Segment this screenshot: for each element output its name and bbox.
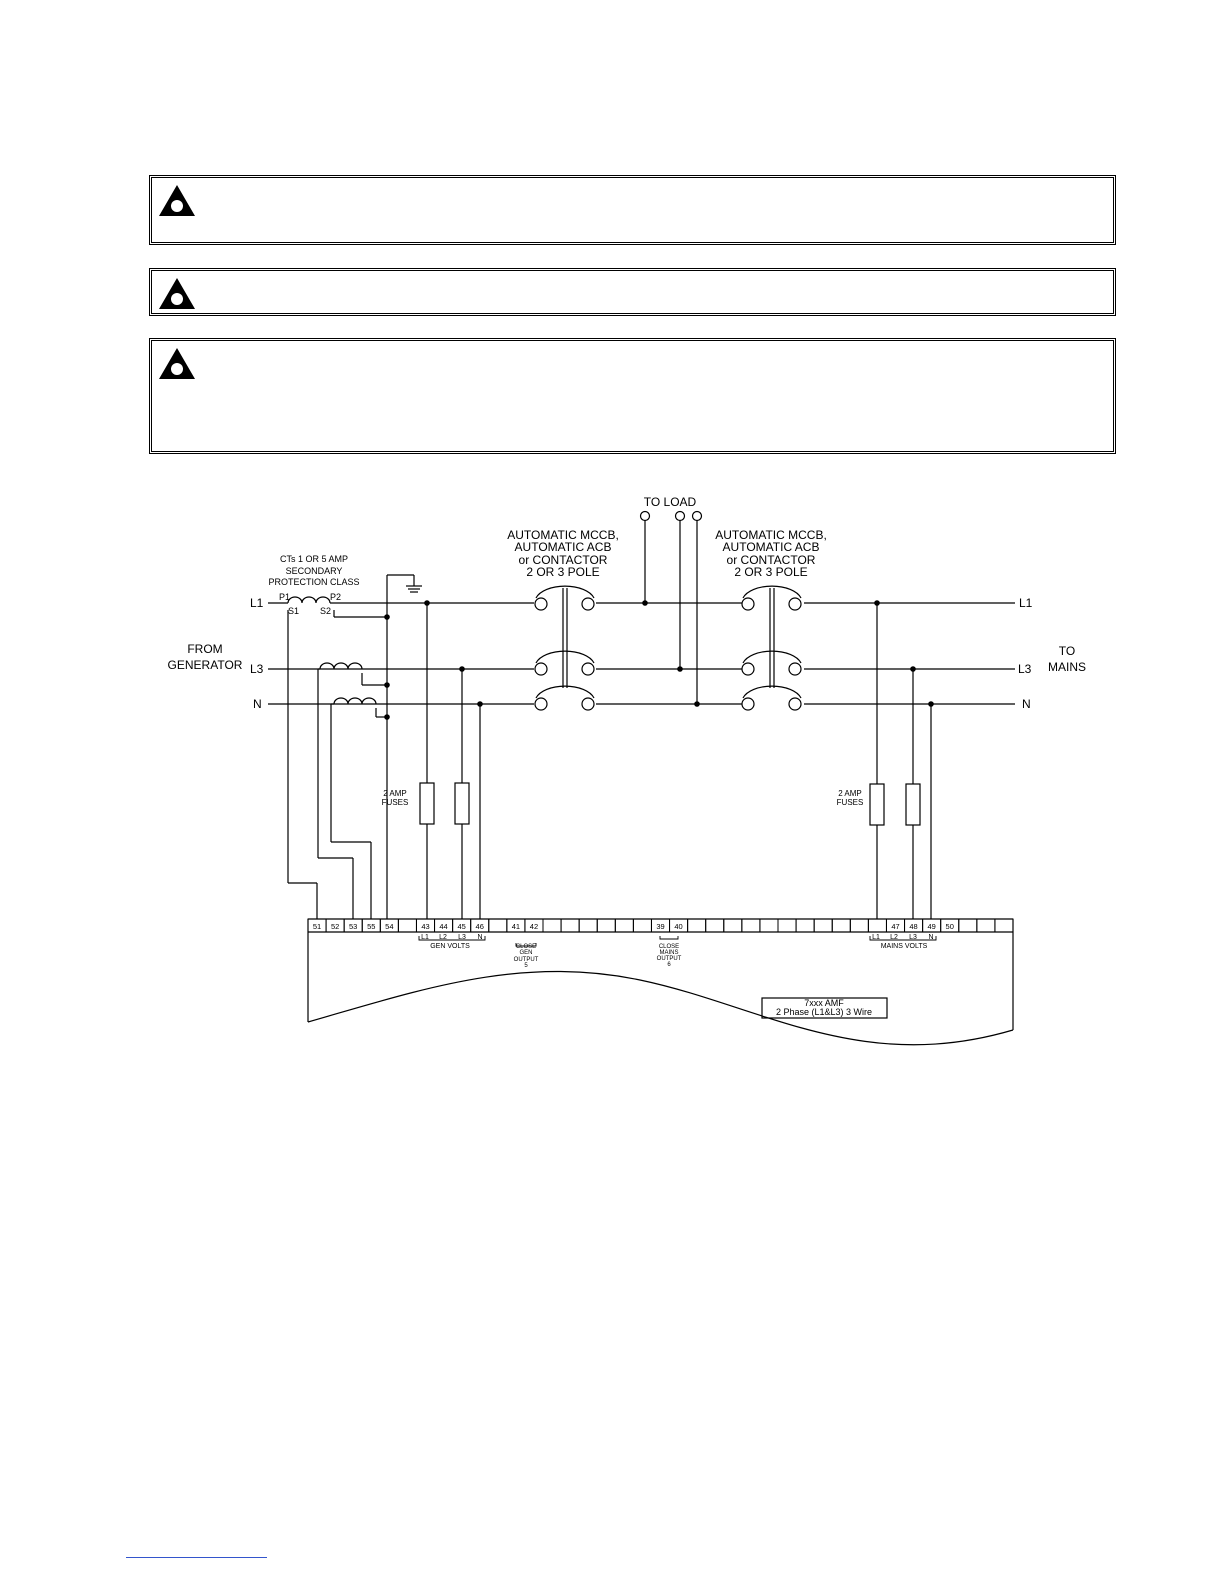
module-label-line1: 7xxx AMF [804,998,844,1008]
gen-volts-l1: L1 [421,934,429,941]
terminal-number: 43 [421,922,430,931]
breaker-left [535,586,594,710]
terminal-cell [706,919,724,932]
fuse-labels [382,789,864,807]
ct-terminal-s2: S2 [320,606,332,616]
terminal-cell [688,919,706,932]
output5-line3: OUTPUT [513,957,539,963]
phase-right-l1: L1 [1019,596,1033,610]
breaker-right [742,586,801,710]
breaker-left-line1: AUTOMATIC MCCB, [507,528,619,542]
breaker-right-line4: 2 OR 3 POLE [734,565,808,579]
output6-line3: OUTPUT [656,956,682,962]
terminal-number: 50 [945,922,954,931]
gen-volts-l2: L2 [439,934,447,941]
breaker-left-line4: 2 OR 3 POLE [526,565,600,579]
fuses-left-line2: FUSES [381,798,409,807]
terminal-cell [724,919,742,932]
terminal-cell [977,919,995,932]
fuses-left-line1: 2 AMP [383,789,407,798]
terminal-cell [850,919,868,932]
terminal-number: 55 [367,922,376,931]
output5-line1: CLOSE [515,944,537,950]
ct-terminal-s1: S1 [288,606,300,616]
terminal-cell [995,919,1013,932]
phase-left-l3: L3 [250,662,264,676]
from-generator-line1: FROM [187,642,223,656]
mains-volts-l1: L1 [872,934,880,941]
terminal-number: 48 [909,922,918,931]
wiring-lines [268,521,1015,919]
gen-volts-l3: L3 [458,934,466,941]
terminal-cell [832,919,850,932]
terminal-number: 51 [312,922,322,931]
terminal-cell [760,919,778,932]
terminal-number: 52 [330,922,340,931]
terminal-number: 46 [475,922,484,931]
mains-volts-l3: L3 [909,934,917,941]
phase-right-n: N [1022,697,1031,711]
fuses-right-line1: 2 AMP [838,789,862,798]
terminal-cell [561,919,579,932]
terminal-cell [398,919,416,932]
breaker-right-line1: AUTOMATIC MCCB, [715,528,827,542]
output6-line2: MAINS [659,950,679,956]
terminal-cell [597,919,615,932]
ct-terminal-p2: P2 [330,592,342,602]
terminal-cell [778,919,796,932]
terminal-number: 49 [927,922,936,931]
ct-label-line3: PROTECTION CLASS [268,577,360,587]
terminal-cell [543,919,561,932]
load-terminals [641,512,702,521]
breaker-right-line3: or CONTACTOR [726,553,816,567]
gen-volts-n: N [477,934,483,941]
terminal-number: 40 [674,922,683,931]
gen-volts-label: GEN VOLTS [430,943,470,950]
terminal-number: 44 [439,922,448,931]
fuses-right-line2: FUSES [836,798,864,807]
output5-line2: GEN [519,950,533,956]
breaker-left-line3: or CONTACTOR [518,553,608,567]
terminal-cell [959,919,977,932]
breaker-labels [507,528,827,579]
ct-terminal-p1: P1 [279,592,291,602]
phase-right-l3: L3 [1018,662,1032,676]
terminal-number: 45 [457,922,466,931]
output6-line1: CLOSE [658,944,680,950]
to-mains-line2: MAINS [1047,660,1087,674]
terminal-cell [868,919,886,932]
ct-label-line2: SECONDARY [285,566,343,576]
mains-volts-l2: L2 [890,934,898,941]
ct-label-line1: CTs 1 OR 5 AMP [279,554,349,564]
terminal-cell [633,919,651,932]
terminal-cell [796,919,814,932]
ct-label-group [268,554,359,616]
to-mains-line1: TO [1058,644,1076,658]
mains-volts-label: MAINS VOLTS [880,943,928,950]
output-labels [514,944,682,969]
terminal-number: 39 [656,922,665,931]
output6-line4: 6 [667,962,671,968]
breaker-left-line2: AUTOMATIC ACB [514,540,612,554]
module-label [776,998,872,1017]
terminal-cell [814,919,832,932]
terminal-cell [742,919,760,932]
terminal-cell [489,919,507,932]
to-load-label: TO LOAD [643,495,697,509]
module-label-line2: 2 Phase (L1&L3) 3 Wire [775,1007,873,1017]
terminal-cell [615,919,633,932]
from-generator-line2: GENERATOR [167,658,243,672]
output5-line4: 5 [524,963,528,969]
terminal-number: 53 [349,922,358,931]
breaker-right-line2: AUTOMATIC ACB [722,540,820,554]
footer-rule [126,1557,267,1558]
controller-module [308,919,1013,1045]
terminal-cell [579,919,597,932]
phase-left-l1: L1 [250,596,264,610]
phase-left-n: N [253,697,262,711]
terminal-number: 42 [529,922,539,931]
terminal-number: 47 [891,922,900,931]
terminal-number: 41 [511,922,521,931]
mains-volts-n: N [928,934,934,941]
junction-dots [384,600,934,720]
terminal-number: 54 [385,922,394,931]
